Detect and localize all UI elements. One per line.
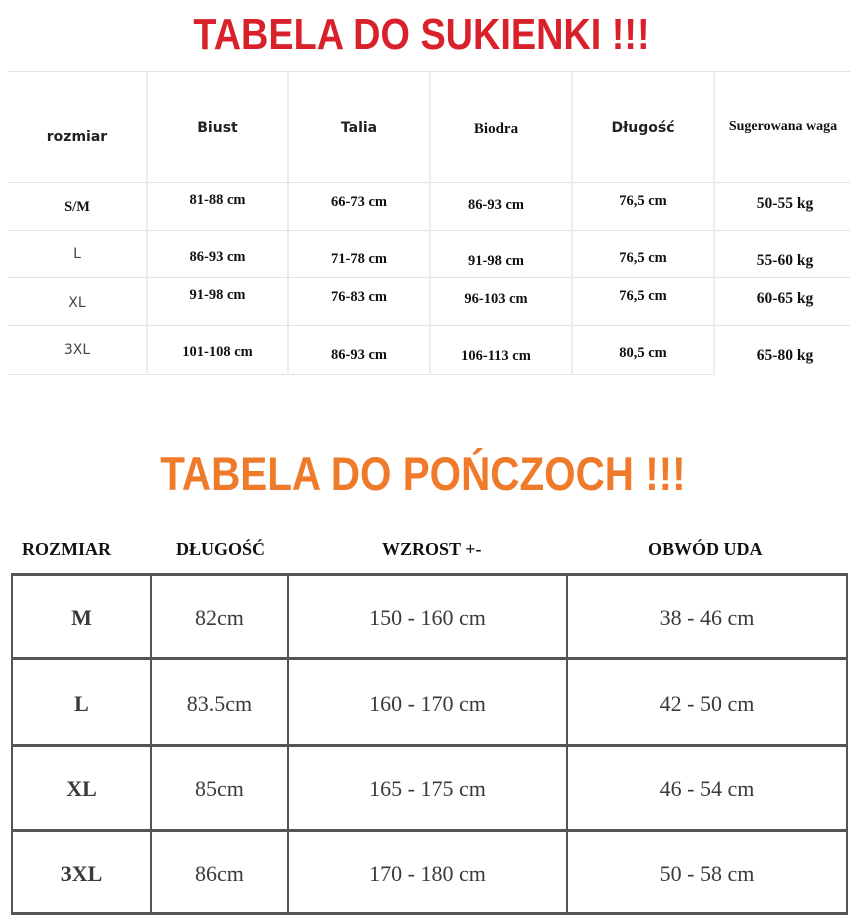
row1-size: S/M: [64, 199, 90, 215]
row3-dlugosc: 85cm: [195, 776, 244, 801]
row3-biodra: 96-103 cm: [464, 291, 528, 307]
row4-talia: 86-93 cm: [331, 347, 387, 363]
row1-biust: 81-88 cm: [189, 192, 246, 208]
row3-dlugosc: 76,5 cm: [619, 288, 667, 304]
row3-wzrost: 165 - 175 cm: [369, 776, 486, 801]
row2-size: L: [73, 246, 81, 262]
divider: [11, 573, 848, 576]
row1-dlugosc: 76,5 cm: [619, 193, 667, 209]
row4-biust: 101-108 cm: [182, 344, 253, 360]
row3-size: XL: [66, 776, 97, 801]
row1-wzrost: 150 - 160 cm: [369, 605, 486, 630]
row3-size: XL: [68, 295, 86, 311]
row4-size: 3XL: [60, 861, 103, 886]
row3-talia: 76-83 cm: [331, 289, 387, 305]
divider: [8, 374, 712, 375]
stockings-table-title: TABELA DO POŃCZOCH !!!: [160, 447, 686, 500]
row1-size: M: [71, 605, 92, 630]
row2-dlugosc: 76,5 cm: [619, 250, 667, 266]
row3-waga: 60-65 kg: [756, 290, 814, 307]
divider: [713, 71, 715, 375]
divider: [571, 71, 573, 375]
row1-obwod: 38 - 46 cm: [659, 605, 755, 630]
row4-dlugosc: 80,5 cm: [619, 345, 667, 361]
row2-biodra: 91-98 cm: [468, 253, 524, 269]
header-talia: Talia: [340, 120, 378, 136]
dress-size-table: [8, 71, 850, 375]
stockings-size-table: [11, 573, 848, 915]
row4-waga: 65-80 kg: [756, 347, 814, 364]
row1-biodra: 86-93 cm: [468, 197, 524, 213]
header-wzrost: WZROST +-: [382, 539, 482, 559]
row4-size: 3XL: [63, 342, 91, 358]
row2-obwod: 42 - 50 cm: [659, 691, 755, 716]
divider: [146, 71, 148, 375]
header-biust: Biust: [197, 120, 238, 136]
divider: [429, 71, 431, 375]
row2-wzrost: 160 - 170 cm: [369, 691, 486, 716]
divider: [11, 657, 848, 660]
row2-size: L: [74, 691, 89, 716]
row2-waga: 55-60 kg: [756, 252, 814, 269]
header-dlugosc: DŁUGOŚĆ: [176, 539, 266, 559]
row2-biust: 86-93 cm: [189, 249, 246, 265]
header-biodra: Biodra: [473, 121, 519, 137]
dress-table-title: TABELA DO SUKIENKI !!!: [193, 10, 650, 59]
header-dlugosc: Długość: [611, 120, 675, 136]
row1-talia: 66-73 cm: [331, 194, 387, 210]
divider: [846, 573, 848, 915]
divider: [287, 71, 289, 375]
header-rozmiar: rozmiar: [46, 129, 108, 145]
row4-dlugosc: 86cm: [195, 861, 244, 886]
row2-talia: 71-78 cm: [331, 251, 387, 267]
row2-dlugosc: 83.5cm: [186, 691, 253, 716]
row4-obwod: 50 - 58 cm: [659, 861, 755, 886]
divider: [11, 912, 848, 915]
header-obwod-uda: OBWÓD UDA: [648, 539, 763, 559]
row1-dlugosc: 82cm: [195, 605, 244, 630]
row3-biust: 91-98 cm: [189, 287, 246, 303]
divider: [11, 829, 848, 832]
header-rozmiar: ROZMIAR: [22, 539, 111, 559]
row1-waga: 50-55 kg: [756, 195, 814, 212]
header-waga: Sugerowana waga: [728, 119, 838, 134]
divider: [11, 744, 848, 747]
row4-biodra: 106-113 cm: [461, 348, 531, 364]
row4-wzrost: 170 - 180 cm: [369, 861, 486, 886]
row3-obwod: 46 - 54 cm: [659, 776, 755, 801]
